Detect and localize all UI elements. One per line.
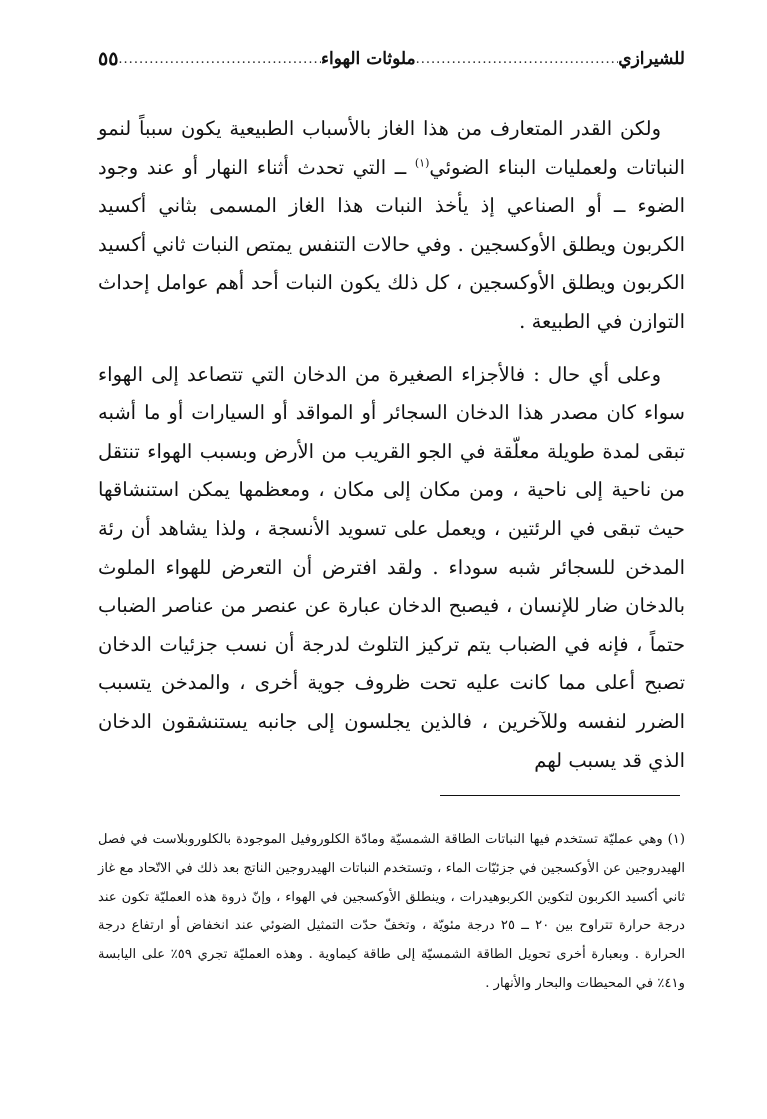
paragraph-text: ــ التي تحدث أثناء النهار أو عند وجود الضوء ــ أو الصناعي إذ يأخذ النبات هذا الغاز المسمى بثاني أكسيد الكربون ويطلق الأوكسجين . وفي حالات التنفس يمتص النبات ثاني أكسيد الكربون ويطلق الأوكسجين ، كل ذلك يكون النبات أحد أهم عوامل إحداث التوازن في الطبيعة . xyxy=(98,155,685,333)
footnote-separator xyxy=(440,795,680,796)
leader-dots xyxy=(118,52,321,67)
leader-dots xyxy=(416,52,619,67)
paragraph xyxy=(98,110,685,342)
running-header xyxy=(98,44,685,74)
footnote-ref: (١) xyxy=(414,156,430,170)
footnote: (١) وهي عمليّة تستخدم فيها النباتات الطاقة الشمسيّة ومادّة الكلوروفيل الموجودة بالكلوروبلاست في فصل الهيدروجين عن الأوكسجين في جزئيّات الماء ، وتستخدم النباتات الهيدروجين الناتج بعد ذلك في الاتّحاد مع غاز ثاني أكسيد الكربون لتكوين الكربوهيدرات ، وينطلق الأوكسجين في الهواء ، وإنّ ذروة هذه العمليّة تكون عند درجة حرارة تتراوح بين ٢٠ ــ ٢٥ درجة مئويّة ، وتخفّ حدّت التمثيل الضوئي عند انخفاض أو ارتفاع درجة الحرارة . وبعبارة أخرى تحويل الطاقة الشمسيّة إلى طاقة كيماوية . وهذه العمليّة تجري ٥٩٪ على اليابسة و٤١٪ في المحيطات والبحار والأنهار . xyxy=(98,832,686,991)
page-number: ٥٥ xyxy=(98,48,119,70)
header-title: ملوثات الهواء xyxy=(321,49,416,69)
paragraph: وعلى أي حال : فالأجزاء الصغيرة من الدخان التي تتصاعد إلى الهواء سواء كان مصدر هذا الدخان السجائر أو المواقد أو السيارات أو ما أشبه تبقى لمدة طويلة معلّقة في الجو القريب من الأرض وبسبب الهواء تنتقل من ناحية إلى ناحية ، ومن مكان إلى مكان ، ومعظمها يمكن استنشاقها حيث تبقى في الرئتين ، ويعمل على تسويد الأنسجة ، ولذا يشاهد أن رئة المدخن للسجائر شبه سوداء . ولقد افترض أن التعرض للهواء الملوث بالدخان ضار للإنسان ، فيصبح الدخان عبارة عن عنصر من عناصر الضباب حتماً ، فإنه في الضباب يتم تركيز التلوث لدرجة أن نسب جزئيات الدخان تصبح أعلى مما كانت عليه تحت ظروف جوية أخرى ، والمدخن يتسبب الضرر لنفسه وللآخرين ، فالذين يجلسون إلى جانبه يستنشقون الدخان الذي قد يسبب لهم xyxy=(98,362,685,772)
paragraph-text: ولكن القدر المتعارف من هذا الغاز بالأسباب الطبيعية يكون سبباً لنمو النباتات ولعمليات البناء الضوئي xyxy=(98,117,685,179)
main-text xyxy=(98,110,685,780)
header-author: للشيرازي xyxy=(618,49,685,69)
